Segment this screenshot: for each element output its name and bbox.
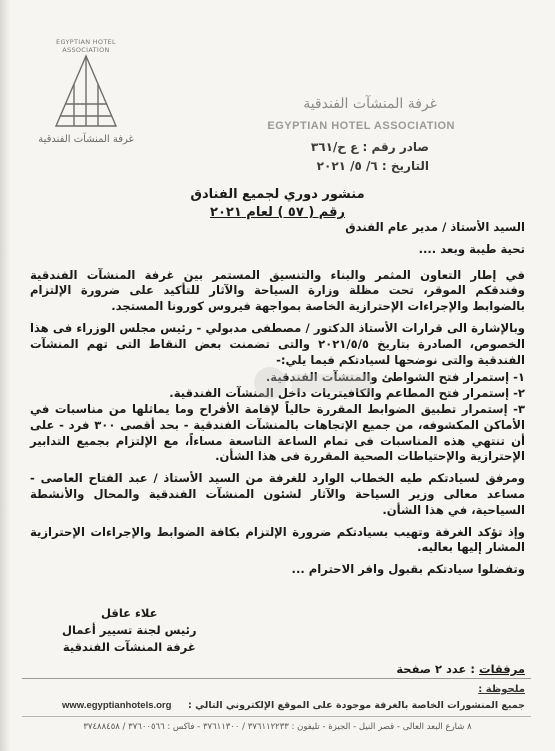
signature-block xyxy=(62,605,197,656)
footer-address: ٨ شارع البعد العالى - قصر النيل - الجيزة - تليفون : ٣٧٦١١٢٢٣٣ / ٣٧٦١١٣٠٠ - فاكس : ٣٧٦٠٠٥٦٦ / ٣٧٤٨٨٤٥٨ xyxy=(83,722,472,732)
letterhead-name-ar: غرفة المنشآت الفندقية xyxy=(303,96,437,112)
footer-note: جميع المنشورات الخاصة بالغرفة موجودة على الموقع الإلكتروني التالي : xyxy=(188,700,525,711)
circular-title xyxy=(0,186,555,222)
document-date: التاريخ : ٦/ ٥/ ٢٠٢١ xyxy=(316,159,429,173)
signatory-role-1: رئيس لجنة تسيير أعمال xyxy=(62,623,197,637)
paragraph-3: ومرفق لسيادتكم طيه الخطاب الوارد للغرفة من السيد الأستاذ / عبد الفتاح العاصى - مساعد معالى وزير السياحة والآثار لشئون المنشآت الفندقية والمحال والأنشطة السياحية، في هذا الشأن. xyxy=(30,471,525,517)
letterhead-name-en: EGYPTIAN HOTEL ASSOCIATION xyxy=(267,120,455,132)
signatory-name: علاء عاقل xyxy=(101,606,158,620)
footer-note-label: ملحوظة : xyxy=(478,684,525,695)
addressee: السيد الأستاذ / مدير عام الفندق xyxy=(345,220,525,234)
signatory-role-2: غرفة المنشآت الفندقية xyxy=(62,640,196,654)
list-item-2: ٢- إستمرار فتح المطاعم والكافيتريات داخل المنشآت الفندقية. xyxy=(169,386,525,401)
logo-caption-en: EGYPTIAN HOTEL ASSOCIATION xyxy=(56,38,116,54)
paragraph-1: في إطار التعاون المثمر والبناء والتنسيق المستمر بين غرفة المنشآت الفندقية وفندقكم الموقر، تحت مظلة وزارة السياحة والآثار للتأكيد على ضرورة الإلتزام بالضوابط والإجراءات الإحترازية الخاصة بمواجهة فيروس كورونا المستجد. xyxy=(30,267,525,314)
reference-block xyxy=(311,138,429,176)
greeting: تحية طيبة وبعد .... xyxy=(418,241,525,256)
title-line-2: رقم ( ٥٧ ) لعام ٢٠٢١ xyxy=(210,205,345,220)
list-item-3: ٣- إستمرار تطبيق الضوابط المقررة حالياً لإقامة الأفراح وما يماثلها من مناسبات في الأماكن المكشوفه، من جميع الإتجاهات بالمنشآت الفندقية - بحد أقصى ٣٠٠ فرد - على أن تنتهي هذه المناسبات فى تمام الساعة التاسعة مساءاً، مع الإلتزام بجميع التدابير الإحترازية والإحتياطات الصحية المقررة فى هذا الشأن. xyxy=(30,401,525,464)
title-line-1: منشور دوري لجميع الفنادق xyxy=(190,187,365,202)
footer-divider xyxy=(22,678,531,679)
watermark-stamp-icon xyxy=(250,360,380,406)
attachments-value: : عدد ٢ صفحة xyxy=(396,662,476,676)
list-item-1: ١- إستمرار فتح الشواطئ والمنشآت الفندقية. xyxy=(265,370,525,385)
page-edge-shadow xyxy=(0,0,10,751)
reference-number: صادر رقم : ع ح/٣٦١ xyxy=(310,140,429,154)
attachments-line xyxy=(396,662,525,676)
paragraph-2: وبالإشارة الى قرارات الأستاذ الدكتور / مصطفى مدبولي - رئيس مجلس الوزراء فى هذا الخصوص، الصادرة بتاريخ ٢٠٢١/٥/٥ والتى تضمنت بعض النقاط التى تهم المنشآت الفندقية والتى نوضحها لسيادتكم فيما يلي:- xyxy=(30,320,525,367)
attachments-label: مرفقات xyxy=(479,662,525,676)
logo-caption-ar: غرفة المنشآت الفندقية xyxy=(38,134,134,145)
footer-website-link[interactable]: www.egyptianhotels.org xyxy=(62,700,172,711)
footer-divider-2 xyxy=(22,716,531,717)
closing: وتفضلوا سيادتكم بقبول وافر الاحترام ... xyxy=(291,562,525,577)
paragraph-4: وإذ تؤكد الغرفة وتهيب بسيادتكم ضرورة الإلتزام بكافة الضوابط والإجراءات الإحترازية المشار إليها بعاليه. xyxy=(30,524,525,555)
